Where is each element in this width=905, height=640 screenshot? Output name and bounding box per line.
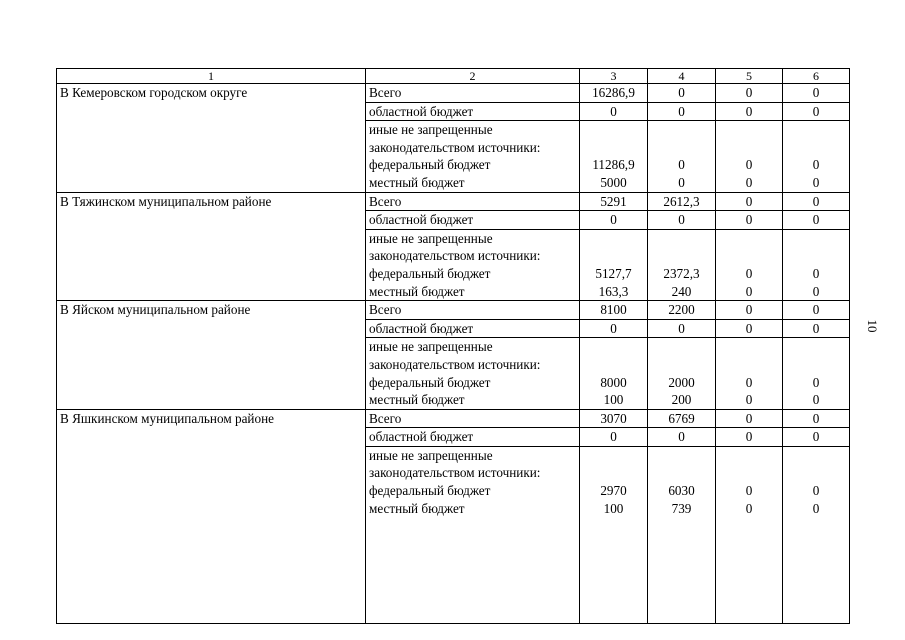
value-federal: 11286,9: [592, 157, 635, 173]
value-cell: 6769: [648, 409, 716, 428]
source-label: областной бюджет: [366, 428, 580, 447]
source-label: иные не запрещенные: [369, 447, 493, 463]
source-label: областной бюджет: [366, 319, 580, 338]
value-cell: 0: [783, 84, 850, 103]
value-cell: 8100: [580, 301, 648, 320]
value-federal: 0: [812, 374, 820, 390]
value-local: 100: [603, 500, 624, 516]
value-local: 0: [812, 500, 820, 516]
value-cell: 0: [716, 409, 783, 428]
value-federal: 0: [678, 157, 685, 173]
value-local: 0: [745, 174, 753, 190]
total-row: [57, 192, 850, 211]
value-federal: 6030: [668, 483, 695, 499]
column-number: 1: [57, 69, 366, 84]
value-cell: 0: [716, 84, 783, 103]
territory-name: В Яшкинском муниципальном районе: [57, 409, 366, 623]
value-cell: [580, 338, 648, 409]
page-number: 10: [865, 319, 880, 333]
territory-name: В Кемеровском городском округе: [57, 84, 366, 193]
spacer: [651, 447, 712, 465]
value-cell: 16286,9: [580, 84, 648, 103]
value-cell: [783, 338, 850, 409]
total-row: [57, 84, 850, 103]
source-label: законодательством источники:: [369, 248, 541, 264]
value-local: 163,3: [598, 283, 629, 299]
value-cell: [716, 338, 783, 409]
column-numbers-row: [57, 69, 850, 84]
value-federal: 0: [745, 157, 753, 173]
source-label: Всего: [366, 192, 580, 211]
value-federal: 0: [812, 157, 820, 173]
value-cell: 0: [648, 428, 716, 447]
source-label: местный бюджет: [369, 500, 465, 516]
source-label: федеральный бюджет: [369, 265, 491, 281]
source-label: иные не запрещенные: [369, 339, 493, 355]
value-cell: 2612,3: [648, 192, 716, 211]
value-cell: 0: [580, 319, 648, 338]
value-federal: 0: [812, 265, 820, 281]
source-label: иные не запрещенные: [369, 230, 493, 246]
spacer: [786, 447, 846, 465]
source-label: иные не запрещенные: [369, 122, 493, 138]
value-cell: [783, 229, 850, 300]
value-federal: 5127,7: [595, 265, 632, 281]
value-cell: 2200: [648, 301, 716, 320]
value-federal: 0: [745, 374, 753, 390]
source-label: Всего: [366, 409, 580, 428]
source-label: законодательством источники:: [369, 356, 541, 372]
value-cell: [648, 446, 716, 623]
territory-name: В Тяжинском муниципальном районе: [57, 192, 366, 301]
value-cell: 0: [716, 102, 783, 121]
value-local: 100: [603, 392, 624, 408]
value-local: 0: [678, 174, 685, 190]
value-local: 0: [812, 392, 820, 408]
value-cell: 0: [648, 319, 716, 338]
spacer: [583, 464, 644, 482]
value-cell: 0: [648, 84, 716, 103]
value-federal: 0: [745, 483, 753, 499]
value-cell: [648, 121, 716, 192]
source-label: местный бюджет: [369, 392, 465, 408]
value-cell: 0: [783, 211, 850, 230]
spacer: [651, 464, 712, 482]
column-number: 2: [366, 69, 580, 84]
value-cell: [580, 446, 648, 623]
value-cell: 0: [783, 301, 850, 320]
source-label: федеральный бюджет: [369, 374, 491, 390]
column-number: 3: [580, 69, 648, 84]
source-label: Всего: [366, 301, 580, 320]
value-cell: [648, 229, 716, 300]
value-local: 0: [745, 283, 753, 299]
budget-table: [56, 68, 850, 624]
value-cell: 0: [716, 301, 783, 320]
value-cell: [580, 121, 648, 192]
value-cell: 0: [716, 192, 783, 211]
source-label: законодательством источники:: [369, 465, 541, 481]
value-cell: [783, 121, 850, 192]
value-cell: 0: [783, 102, 850, 121]
value-cell: [716, 121, 783, 192]
value-local: 0: [812, 283, 820, 299]
source-label-block: [366, 121, 580, 192]
territory-name: В Яйском муниципальном районе: [57, 301, 366, 410]
value-cell: 0: [783, 428, 850, 447]
source-label-block: [366, 338, 580, 409]
value-cell: 0: [580, 102, 648, 121]
value-cell: [648, 338, 716, 409]
spacer: [583, 447, 644, 465]
value-local: 0: [812, 174, 820, 190]
total-row: [57, 409, 850, 428]
value-cell: 0: [648, 102, 716, 121]
value-federal: 2970: [600, 483, 627, 499]
value-cell: 0: [716, 211, 783, 230]
value-local: 0: [745, 500, 753, 516]
value-federal: 8000: [600, 374, 627, 390]
value-local: 0: [745, 392, 753, 408]
source-label: федеральный бюджет: [369, 157, 491, 173]
source-label: областной бюджет: [366, 102, 580, 121]
value-cell: [716, 229, 783, 300]
source-label: Всего: [366, 84, 580, 103]
spacer: [786, 464, 846, 482]
value-cell: 0: [783, 409, 850, 428]
value-federal: 0: [745, 265, 753, 281]
value-cell: 0: [580, 428, 648, 447]
value-federal: 0: [812, 483, 820, 499]
value-federal: 2000: [668, 374, 695, 390]
value-local: 739: [671, 500, 692, 516]
budget-table-body: [57, 69, 850, 624]
value-cell: [716, 446, 783, 623]
source-label: местный бюджет: [369, 174, 465, 190]
source-label: областной бюджет: [366, 211, 580, 230]
source-label: федеральный бюджет: [369, 483, 491, 499]
spacer: [719, 464, 779, 482]
source-label-block: [366, 446, 580, 623]
value-cell: 0: [716, 319, 783, 338]
spacer: [719, 447, 779, 465]
column-number: 4: [648, 69, 716, 84]
value-local: 5000: [600, 174, 627, 190]
value-cell: 3070: [580, 409, 648, 428]
total-row: [57, 301, 850, 320]
value-cell: [783, 446, 850, 623]
value-federal: 2372,3: [663, 265, 700, 281]
source-label: местный бюджет: [369, 283, 465, 299]
column-number: 5: [716, 69, 783, 84]
column-number: 6: [783, 69, 850, 84]
value-cell: [580, 229, 648, 300]
source-label: законодательством источники:: [369, 139, 541, 155]
value-local: 240: [671, 283, 692, 299]
value-cell: 0: [783, 192, 850, 211]
value-cell: 0: [648, 211, 716, 230]
value-cell: 0: [716, 428, 783, 447]
source-label-block: [366, 229, 580, 300]
value-cell: 5291: [580, 192, 648, 211]
value-cell: 0: [783, 319, 850, 338]
value-cell: 0: [580, 211, 648, 230]
value-local: 200: [671, 392, 692, 408]
